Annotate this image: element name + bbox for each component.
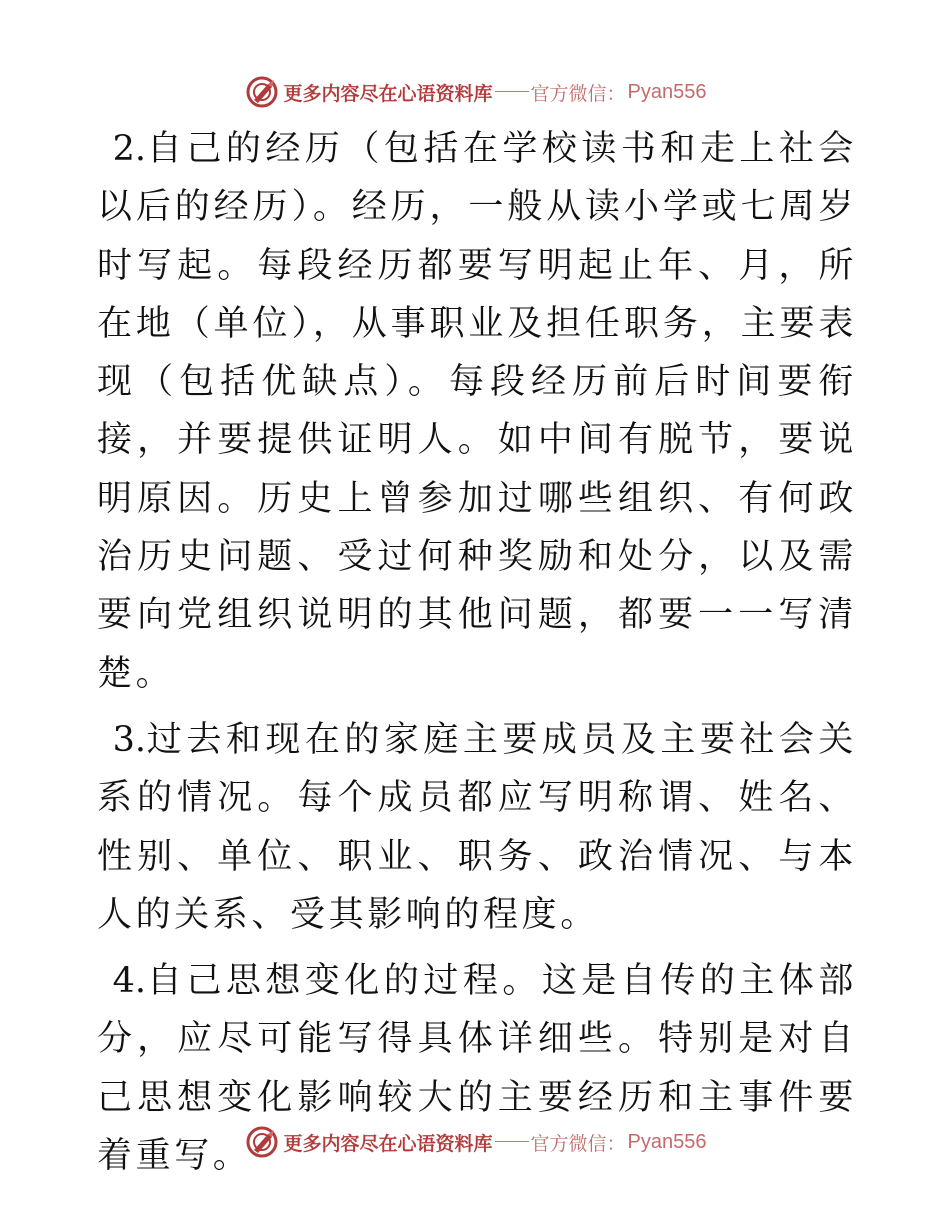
paragraph-number: 3. (112, 719, 147, 760)
footer-official-label: 官方微信： (530, 1132, 626, 1155)
footer-dash-divider (495, 1141, 529, 1142)
footer-wechat-account: Pyan556 (627, 1130, 707, 1153)
header-dash-divider (495, 91, 529, 92)
paragraph-text: 自己思想变化的过程。这是自传的主体部分，应尽可能写得具体详细些。特别是对自己思想变化影响较大的主要经历和主事件要着重写。 (97, 961, 857, 1177)
page-footer-watermark (0, 1122, 950, 1162)
header-wechat-account: Pyan556 (627, 80, 707, 103)
document-body (97, 120, 857, 1193)
header-brand-text: 更多内容尽在心语资料库 (283, 82, 493, 105)
paragraph-item-3 (97, 711, 857, 944)
footer-brand-text: 更多内容尽在心语资料库 (283, 1132, 493, 1155)
brand-logo-icon (244, 1124, 280, 1160)
paragraph-number: 2. (112, 129, 147, 169)
paragraph-item-2 (97, 120, 857, 703)
paragraph-text: 自己的经历（包括在学校读书和走上社会以后的经历）。经历，一般从读小学或七周岁时写起。每段经历都要写明起止年、月，所在地（单位），从事职业及担任职务，主要表现（包括优缺点）。每段经历前后时间要衔接，并要提供证明人。如中间有脱节，要说明原因。历史上曾参加过哪些组织、有何政治历史问题、受过何种奖励和处分，以及需要向党组织说明的其他问题，都要一一写清楚。 (97, 129, 857, 694)
brand-logo-icon (244, 74, 280, 110)
page-header-watermark (0, 72, 950, 112)
header-official-label: 官方微信： (530, 82, 626, 105)
paragraph-number: 4. (112, 961, 147, 1002)
paragraph-text: 过去和现在的家庭主要成员及主要社会关系的情况。每个成员都应写明称谓、姓名、性别、单位、职业、职务、政治情况、与本人的关系、受其影响的程度。 (97, 719, 857, 935)
